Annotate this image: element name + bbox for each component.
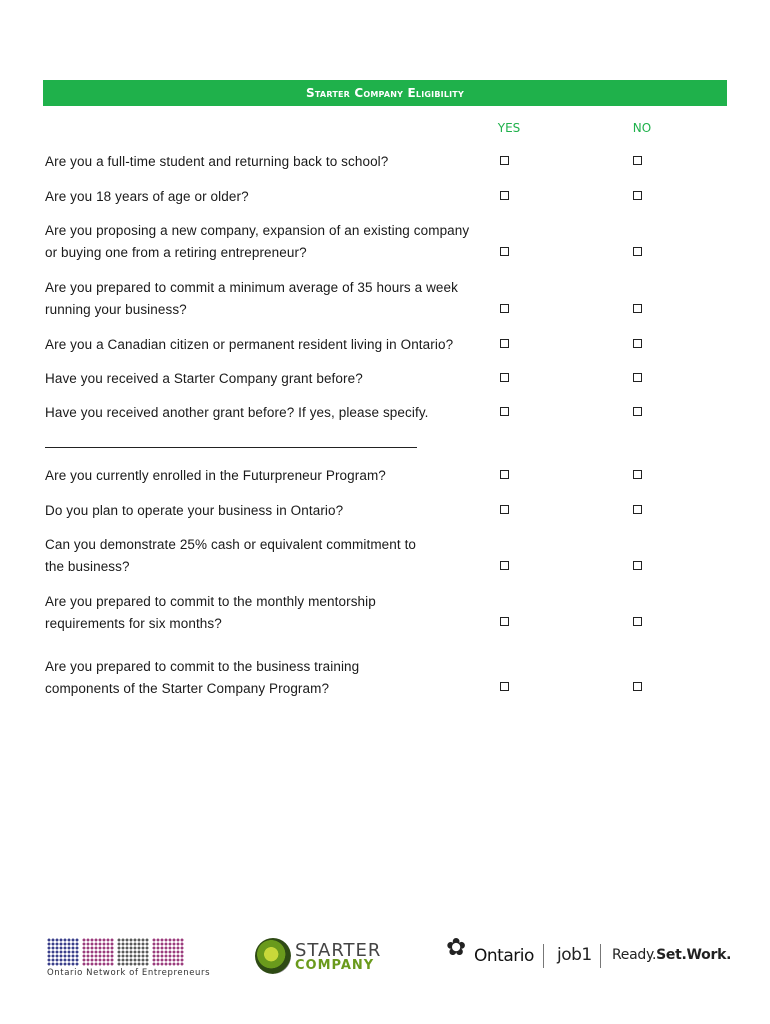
no-checkbox[interactable] bbox=[633, 304, 642, 313]
no-checkbox[interactable] bbox=[633, 561, 642, 570]
section-title-banner bbox=[43, 80, 727, 106]
question-text: Are you currently enrolled in the Futurpreneur Program? bbox=[45, 468, 386, 483]
yes-checkbox[interactable] bbox=[500, 407, 509, 416]
no-checkbox[interactable] bbox=[633, 339, 642, 348]
question-text: Are you 18 years of age or older? bbox=[45, 189, 249, 204]
yes-checkbox[interactable] bbox=[500, 505, 509, 514]
no-checkbox[interactable] bbox=[633, 682, 642, 691]
question-text: Are you a full-time student and returning back to school? bbox=[45, 154, 389, 169]
no-checkbox[interactable] bbox=[633, 247, 642, 256]
question-text: Can you demonstrate 25% cash or equivalent commitment to the business? bbox=[45, 537, 417, 574]
job-logo: job1 bbox=[557, 945, 592, 965]
starter-logo-line1: STARTER bbox=[295, 940, 382, 961]
no-checkbox[interactable] bbox=[633, 407, 642, 416]
no-checkbox[interactable] bbox=[633, 156, 642, 165]
question-text: Are you prepared to commit a minimum average of 35 hours a week running your business? bbox=[45, 280, 458, 317]
no-checkbox[interactable] bbox=[633, 470, 642, 479]
yes-checkbox[interactable] bbox=[500, 373, 509, 382]
logo-divider bbox=[543, 944, 544, 968]
yes-checkbox[interactable] bbox=[500, 682, 509, 691]
specify-answer-line[interactable] bbox=[45, 447, 417, 448]
question-text: Have you received another grant before? If yes, please specify. bbox=[45, 405, 429, 420]
question-text: Are you prepared to commit to the monthly mentorship requirements for six months? bbox=[45, 594, 376, 631]
question-text: Have you received a Starter Company grant before? bbox=[45, 371, 363, 386]
starter-logo-line2: COMPANY bbox=[295, 958, 375, 973]
one-logo-mark bbox=[47, 938, 187, 968]
yes-checkbox[interactable] bbox=[500, 617, 509, 626]
starter-company-logo bbox=[255, 938, 395, 978]
yes-checkbox[interactable] bbox=[500, 561, 509, 570]
yes-checkbox[interactable] bbox=[500, 247, 509, 256]
no-checkbox[interactable] bbox=[633, 505, 642, 514]
ontario-wordmark: Ontario bbox=[474, 946, 534, 966]
yes-checkbox[interactable] bbox=[500, 470, 509, 479]
yes-checkbox[interactable] bbox=[500, 304, 509, 313]
question-text: Are you a Canadian citizen or permanent resident living in Ontario? bbox=[45, 337, 454, 352]
question-text: Do you plan to operate your business in Ontario? bbox=[45, 503, 344, 518]
no-checkbox[interactable] bbox=[633, 191, 642, 200]
question-text: Are you prepared to commit to the business training components of the Starter Company Program? bbox=[45, 659, 360, 696]
yes-column-header: YES bbox=[497, 121, 521, 135]
rsw-set: Set. bbox=[656, 947, 687, 963]
no-checkbox[interactable] bbox=[633, 617, 642, 626]
yes-checkbox[interactable] bbox=[500, 156, 509, 165]
rsw-ready: Ready. bbox=[612, 947, 657, 963]
rsw-work: Work. bbox=[686, 947, 732, 963]
one-logo-subtitle: Ontario Network of Entrepreneurs bbox=[47, 968, 211, 978]
trillium-icon: ✿ bbox=[446, 934, 467, 961]
section-title: Starter Company Eligibility bbox=[306, 86, 464, 100]
ontario-logo bbox=[446, 933, 536, 969]
yes-checkbox[interactable] bbox=[500, 339, 509, 348]
one-network-logo bbox=[47, 938, 211, 980]
no-column-header: NO bbox=[632, 121, 652, 135]
logo-divider bbox=[600, 944, 601, 968]
yes-checkbox[interactable] bbox=[500, 191, 509, 200]
starter-company-emblem-icon bbox=[255, 938, 291, 974]
no-checkbox[interactable] bbox=[633, 373, 642, 382]
question-text: Are you proposing a new company, expansion of an existing company or buying one from a retiring entrepreneur? bbox=[45, 223, 470, 260]
ready-set-work-logo bbox=[612, 947, 731, 967]
